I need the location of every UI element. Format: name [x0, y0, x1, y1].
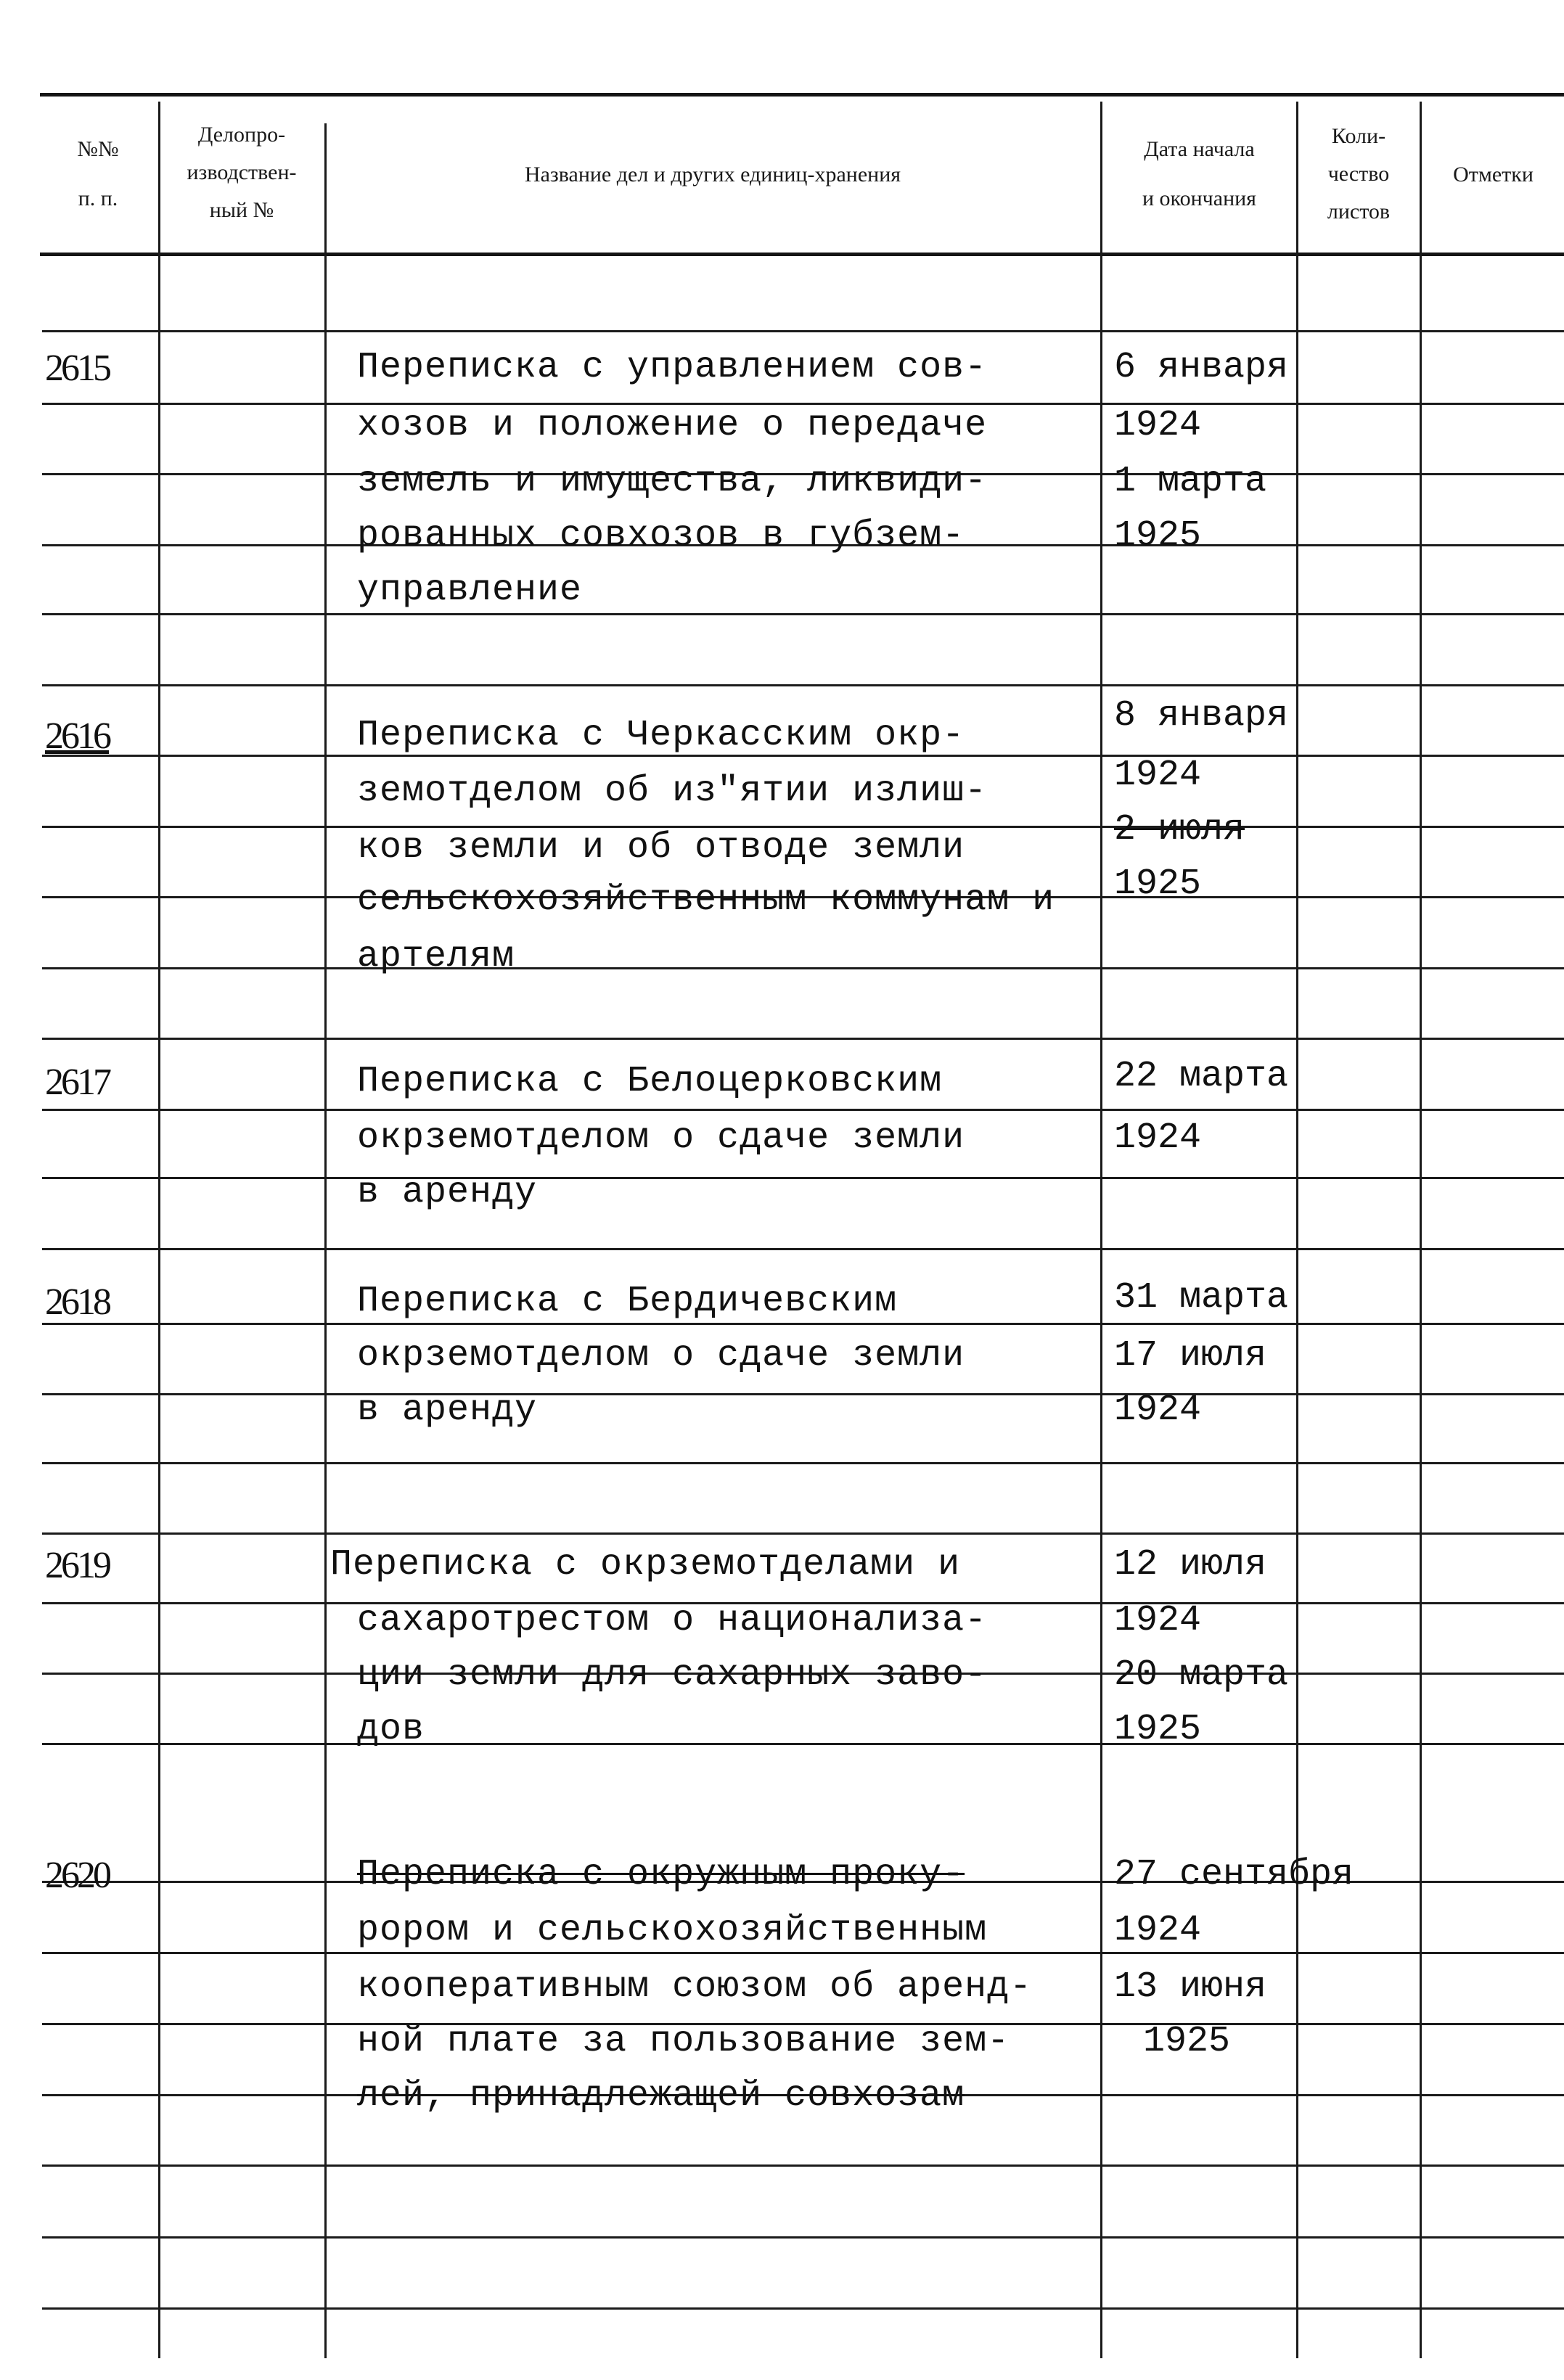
record-date-line: 31 марта — [1114, 1277, 1289, 1318]
ruled-line — [42, 2236, 1564, 2239]
record-number: 2616 — [45, 715, 109, 757]
record-title-line: Переписка с окружным проку- — [357, 1854, 965, 1895]
record-title-line: ной плате за пользование зем- — [357, 2021, 1010, 2062]
ruled-line — [42, 1462, 1564, 1464]
ruled-line — [42, 1952, 1564, 1954]
record-title-line: ков земли и об отводе земли — [357, 827, 965, 869]
ruled-line — [42, 1109, 1564, 1111]
record-number: 2619 — [45, 1545, 109, 1586]
record-date-line: 1 марта — [1114, 461, 1267, 502]
record-title-line: Переписка с Белоцерковским — [357, 1061, 943, 1102]
record-date-line: 1924 — [1114, 1600, 1202, 1641]
record-title-line: Переписка с управлением сов- — [357, 347, 988, 388]
record-title-line: рованных совхозов в губзем- — [357, 515, 965, 557]
record-date-line: 2 июля — [1114, 809, 1245, 850]
record-title-line: сельскохозяйственным коммунам и — [357, 879, 1055, 921]
record-date-line: 6 января — [1114, 347, 1289, 388]
record-date-line: 1925 — [1143, 2021, 1231, 2062]
header-sheets-line: чество — [1327, 162, 1390, 186]
header-dates — [1103, 131, 1295, 218]
record-title-line: окрземотделом о сдаче земли — [357, 1335, 965, 1376]
record-date-line: 20 марта — [1114, 1654, 1289, 1696]
header-bottom-rule — [40, 253, 1564, 256]
column-divider — [1296, 102, 1298, 2358]
header-top-rule — [40, 93, 1564, 97]
column-divider — [1100, 102, 1102, 2358]
header-office-line: ный № — [209, 198, 274, 222]
record-date-line: 8 января — [1114, 695, 1289, 736]
record-title-line: кооперативным союзом об аренд- — [357, 1966, 1033, 2008]
record-title-line: сахаротрестом о национализа- — [357, 1600, 988, 1641]
record-date-line: 1924 — [1114, 1390, 1202, 1431]
record-title-line: ции земли для сахарных заво- — [357, 1654, 988, 1696]
record-title-line: хозов и положение о передаче — [357, 405, 988, 446]
ruled-line — [42, 1532, 1564, 1535]
header-office-line: Делопро- — [197, 123, 286, 147]
record-title-line: рором и сельскохозяйственным — [357, 1910, 988, 1951]
record-number: 2617 — [45, 1062, 109, 1103]
header-notes: Отметки — [1453, 163, 1534, 186]
ruled-line — [42, 684, 1564, 686]
header-sheets-line: Коли- — [1331, 124, 1386, 148]
record-date-line: 1925 — [1114, 1709, 1202, 1750]
record-date-line: 1925 — [1114, 515, 1202, 557]
ruled-line — [42, 613, 1564, 615]
record-number: 2618 — [45, 1281, 109, 1323]
record-date-line: 22 марта — [1114, 1056, 1289, 1097]
ruled-line — [42, 1323, 1564, 1325]
record-title-line: Переписка с окрземотделами и — [330, 1544, 961, 1585]
record-title-line: в аренду — [357, 1172, 538, 1213]
record-date-line: 1924 — [1114, 1910, 1202, 1951]
record-number: 2615 — [45, 348, 109, 389]
record-title-line: артелям — [357, 936, 515, 977]
record-date-line: 1924 — [1114, 1117, 1202, 1159]
ruled-line — [42, 1393, 1564, 1395]
ruled-line — [42, 2307, 1564, 2310]
column-divider — [1420, 102, 1422, 2358]
header-sheets — [1299, 118, 1418, 231]
ruled-line — [42, 2164, 1564, 2167]
header-number-line: п. п. — [78, 186, 118, 210]
ruled-line — [42, 330, 1564, 332]
record-title-line: управление — [357, 570, 583, 611]
header-number-line: №№ — [77, 137, 119, 161]
ruled-line — [42, 1743, 1564, 1745]
record-date-line: 1924 — [1114, 405, 1202, 446]
column-divider — [158, 102, 160, 2358]
record-date-line: 17 июля — [1114, 1335, 1267, 1376]
header-office-line: изводствен- — [187, 160, 297, 184]
header-dates-line: и окончания — [1142, 186, 1256, 210]
record-title-line: дов — [357, 1709, 425, 1750]
record-title-line: Переписка с Черкасским окр- — [357, 715, 965, 756]
record-title-line: земель и имущества, ликвиди- — [357, 461, 988, 502]
record-title-line: Переписка с Бердичевским — [357, 1281, 898, 1322]
header-office-number — [161, 116, 322, 229]
ruled-line — [42, 1038, 1564, 1040]
ruled-line — [42, 1177, 1564, 1179]
record-title-line: лей, принадлежащей совхозам — [357, 2075, 965, 2117]
record-title-line: окрземотделом о сдаче земли — [357, 1117, 965, 1159]
record-date-line: 1925 — [1114, 863, 1202, 905]
record-date-line: 27 сентября — [1114, 1854, 1354, 1895]
record-title-line: в аренду — [357, 1390, 538, 1431]
record-number: 2620 — [45, 1855, 109, 1896]
header-title: Название дел и других единиц-хранения — [524, 163, 901, 186]
record-date-line: 1924 — [1114, 755, 1202, 796]
ruled-line — [42, 967, 1564, 969]
record-title-line: земотделом об из"ятии излиш- — [357, 771, 988, 812]
header-sheets-line: листов — [1327, 200, 1391, 223]
header-dates-line: Дата начала — [1144, 137, 1255, 161]
record-date-line: 13 июня — [1114, 1966, 1267, 2008]
header-number — [40, 131, 156, 218]
record-date-line: 12 июля — [1114, 1544, 1267, 1585]
ruled-line — [42, 1248, 1564, 1250]
